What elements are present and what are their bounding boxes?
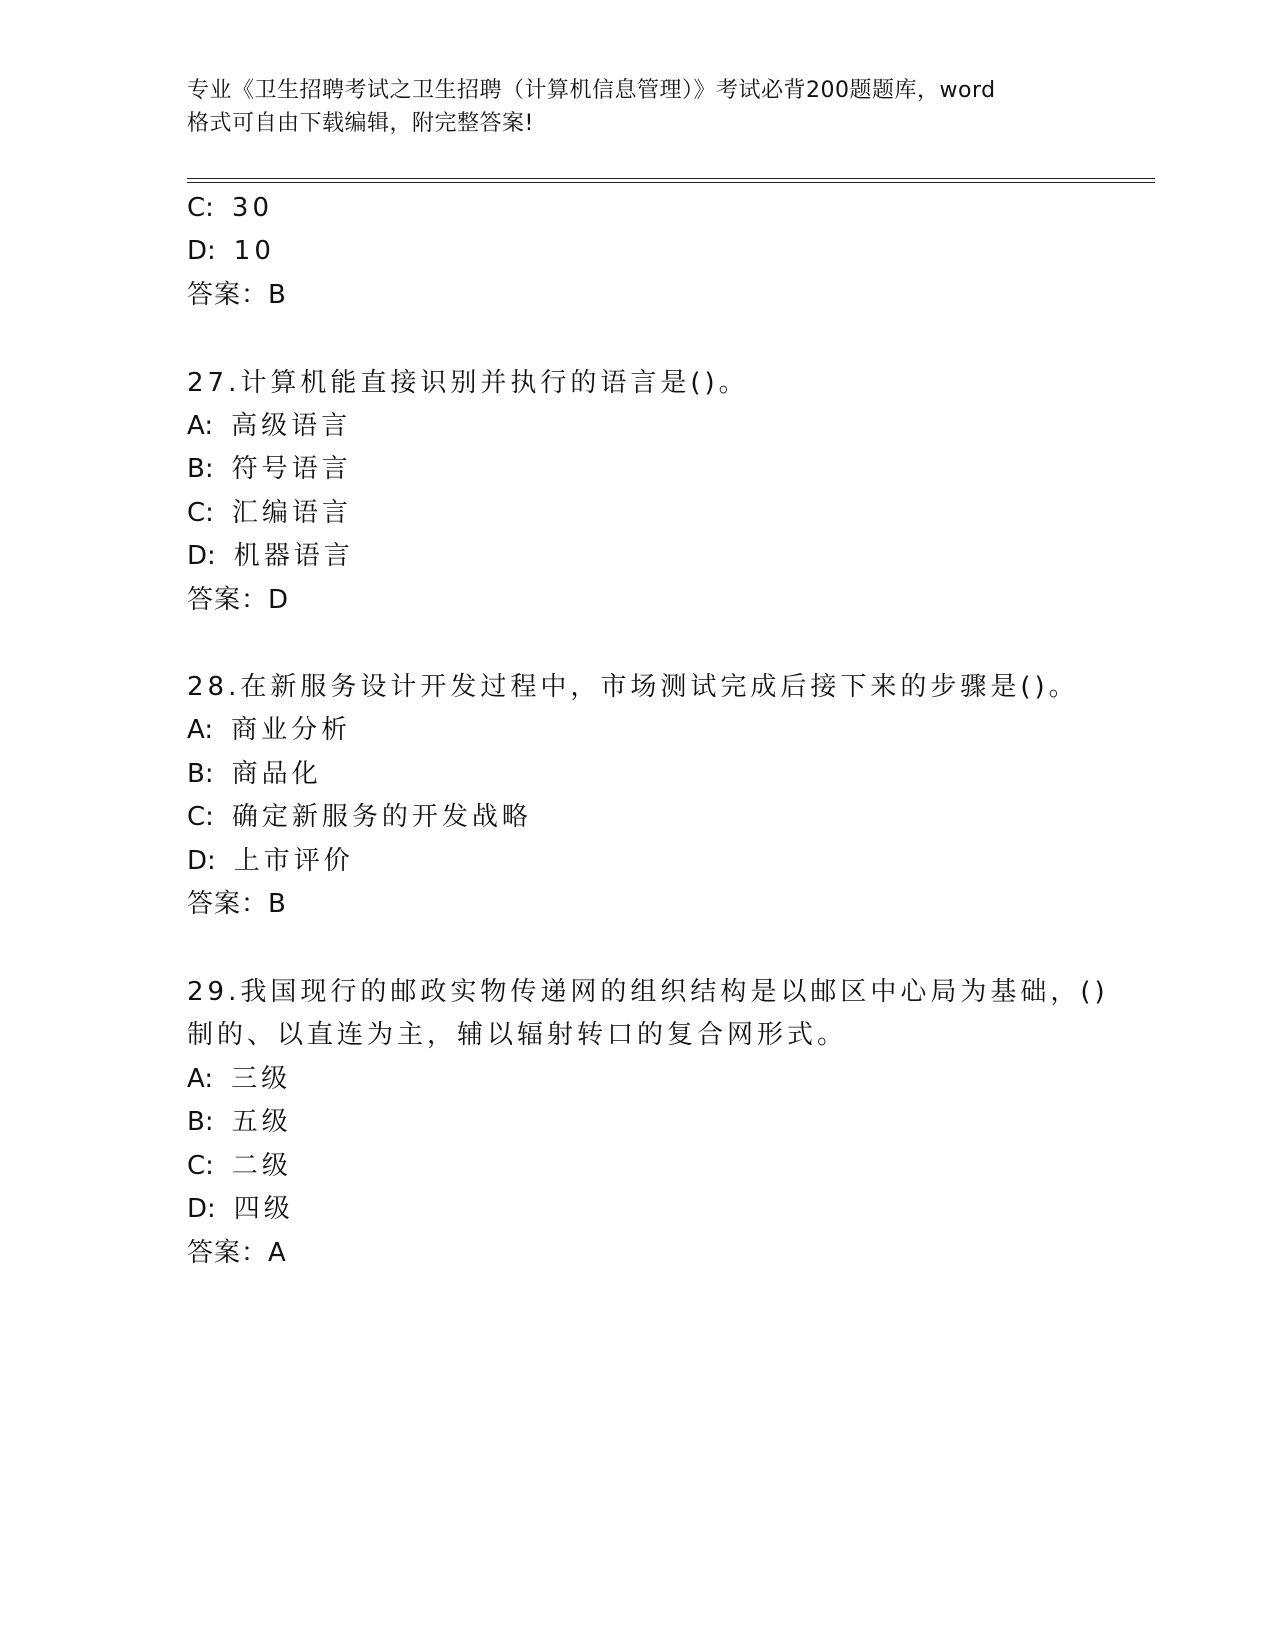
option-label: D: xyxy=(187,1194,216,1224)
option-d xyxy=(187,539,354,573)
option-a xyxy=(187,713,351,747)
option-text: 上市评价 xyxy=(233,846,354,876)
header-divider-top xyxy=(187,178,1155,179)
option-text: 四级 xyxy=(233,1194,294,1224)
option-label: C: xyxy=(187,802,214,832)
option-c xyxy=(187,1149,292,1183)
option-c xyxy=(187,496,352,530)
option-text: 三级 xyxy=(231,1064,292,1094)
option-label: C: xyxy=(187,498,214,528)
option-d xyxy=(187,844,354,878)
option-label: D: xyxy=(187,846,216,876)
question-stem: 28.在新服务设计开发过程中，市场测试完成后接下来的步骤是()。 xyxy=(187,672,1079,702)
option-text: 符号语言 xyxy=(231,454,352,484)
option-label: D: xyxy=(187,236,216,266)
option-d xyxy=(187,234,275,268)
option-d xyxy=(187,1192,294,1226)
option-b xyxy=(187,452,352,486)
option-a xyxy=(187,1062,291,1096)
option-c xyxy=(187,191,273,225)
option-label: C: xyxy=(187,193,214,223)
option-text: 汇编语言 xyxy=(231,498,352,528)
option-b xyxy=(187,1105,292,1139)
option-label: A: xyxy=(187,715,214,745)
option-b xyxy=(187,757,322,791)
question-stem-continued: 制的、以直连为主，辅以辐射转口的复合网形式。 xyxy=(187,1020,848,1050)
option-label: D: xyxy=(187,541,216,571)
option-text: 五级 xyxy=(231,1107,292,1137)
option-text: 30 xyxy=(231,193,274,223)
option-text: 确定新服务的开发战略 xyxy=(231,802,532,832)
option-label: B: xyxy=(187,454,214,484)
option-text: 商业分析 xyxy=(231,715,352,745)
option-text: 二级 xyxy=(231,1151,292,1181)
option-c xyxy=(187,800,532,834)
option-text: 商品化 xyxy=(231,759,322,789)
answer-line: 答案：B xyxy=(187,280,287,310)
header-line-1: 专业《卫生招聘考试之卫生招聘（计算机信息管理）》考试必背200题题库，word xyxy=(187,78,996,103)
header-divider-bottom xyxy=(187,182,1155,183)
option-a xyxy=(187,409,351,443)
answer-line: 答案：A xyxy=(187,1238,287,1268)
header-line-2: 格式可自由下载编辑，附完整答案! xyxy=(187,111,534,136)
option-text: 高级语言 xyxy=(231,411,352,441)
option-text: 10 xyxy=(233,236,275,266)
option-label: C: xyxy=(187,1151,214,1181)
option-label: A: xyxy=(187,1064,214,1094)
option-label: B: xyxy=(187,759,214,789)
answer-line: 答案：B xyxy=(187,889,287,919)
option-label: A: xyxy=(187,411,214,441)
answer-line: 答案：D xyxy=(187,585,290,615)
document-header xyxy=(187,74,1087,140)
option-label: B: xyxy=(187,1107,214,1137)
question-stem: 27.计算机能直接识别并执行的语言是()。 xyxy=(187,368,749,398)
question-stem: 29.我国现行的邮政实物传递网的组织结构是以邮区中心局为基础，() xyxy=(187,977,1109,1007)
option-text: 机器语言 xyxy=(233,541,354,571)
